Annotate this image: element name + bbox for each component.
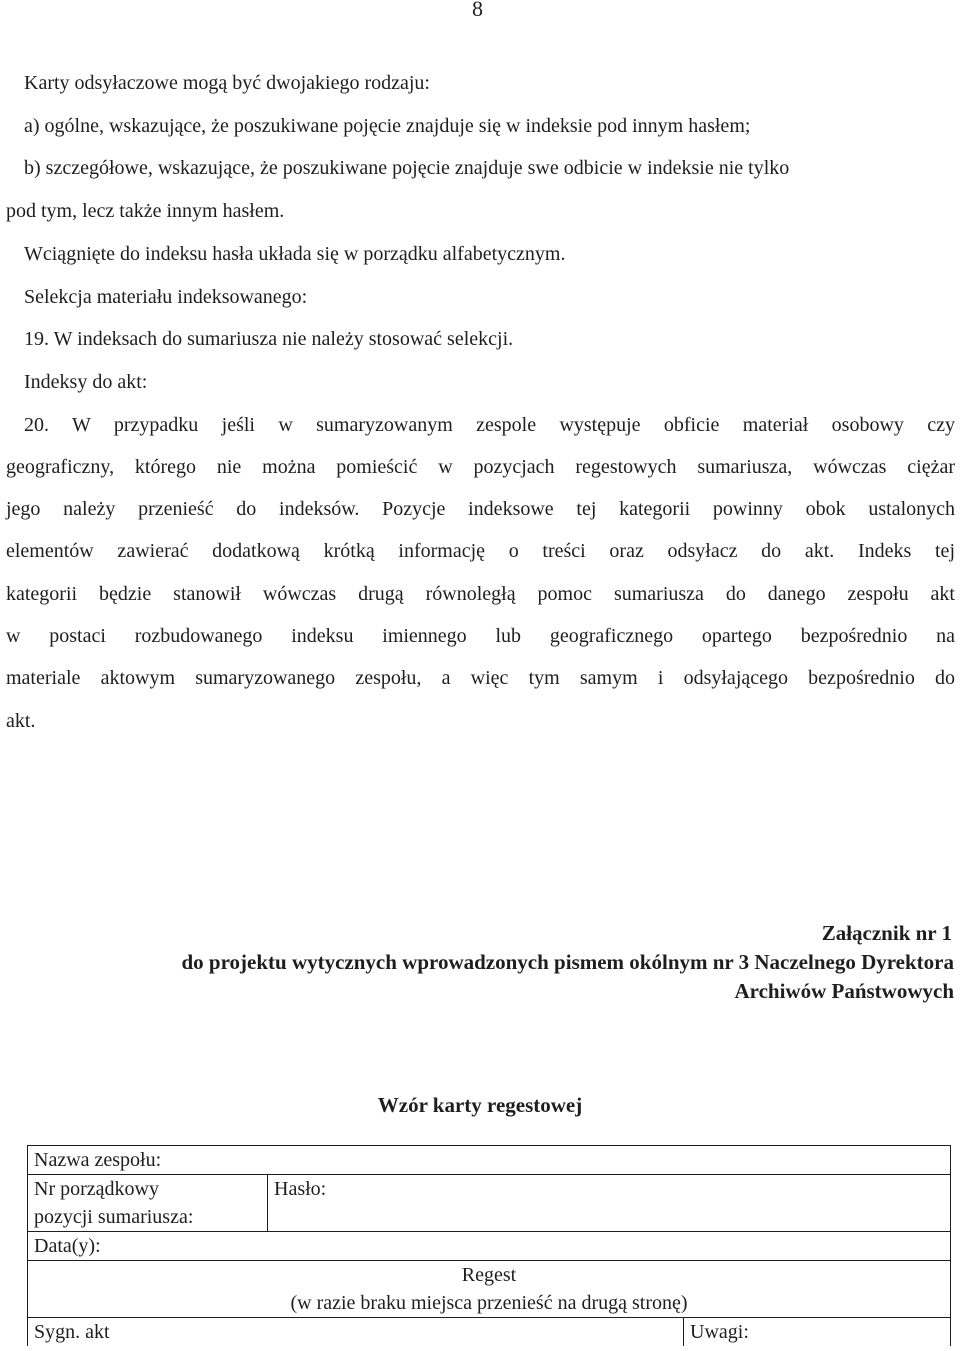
field-regest	[28, 1261, 951, 1318]
text-line: 19. W indeksach do sumariusza nie należy stosować selekcji.	[24, 328, 514, 350]
text-line: pod tym, lecz także innym hasłem.	[6, 200, 285, 222]
form-row-daty	[28, 1232, 951, 1261]
card-title: Wzór karty regestowej	[377, 1093, 583, 1117]
field-label: Nazwa zespołu:	[34, 1149, 162, 1171]
form-row-regest	[28, 1261, 951, 1318]
field-label: Hasło:	[274, 1178, 327, 1200]
field-uwagi	[684, 1318, 951, 1347]
field-daty	[28, 1232, 951, 1261]
field-nr-porzadkowy	[28, 1175, 268, 1232]
paragraph-line: 20. W przypadku jeśli w sumaryzowanym zespole występuje obficie materiał osobowy czy	[24, 414, 955, 436]
paragraph-line: materiale aktowym sumaryzowanego zespołu, a więc tym samym i odsyłającego bezpośrednio do	[6, 667, 955, 689]
paragraph-line: akt.	[6, 710, 36, 732]
annex-title: Załącznik nr 1	[821, 921, 952, 945]
field-label: Nr porządkowy	[34, 1178, 159, 1200]
field-haslo	[268, 1175, 951, 1232]
paragraph-line: elementów zawierać dodatkową krótką informację o treści oraz odsyłacz do akt. Indeks tej	[6, 540, 955, 562]
register-card-form	[27, 1145, 951, 1346]
form-row-nr	[28, 1175, 951, 1232]
field-label: pozycji sumariusza:	[34, 1206, 194, 1228]
text-line: Wciągnięte do indeksu hasła układa się w porządku alfabetycznym.	[24, 243, 566, 265]
paragraph-line: jego należy przenieść do indeksów. Pozycje indeksowe tej kategorii powinny obok ustalonych	[6, 498, 955, 520]
text-line: Indeksy do akt:	[24, 371, 148, 393]
field-nazwa-zespolu	[28, 1146, 951, 1175]
text-line: Karty odsyłaczowe mogą być dwojakiego rodzaju:	[24, 72, 430, 94]
field-label: Uwagi:	[690, 1321, 749, 1343]
page-number: 8	[472, 0, 483, 21]
paragraph-line: w postaci rozbudowanego indeksu imiennego lub geograficznego opartego bezpośrednio na	[6, 625, 955, 647]
field-label: Regest	[461, 1264, 517, 1286]
field-label: Data(y):	[34, 1235, 101, 1257]
field-label: Sygn. akt	[34, 1321, 110, 1343]
form-row-nazwa	[28, 1146, 951, 1175]
annex-subtitle: Archiwów Państwowych	[734, 979, 954, 1003]
paragraph-line: kategorii będzie stanowił wówczas drugą równoległą pomoc sumariusza do danego zespołu akt	[6, 583, 955, 605]
text-line: Selekcja materiału indeksowanego:	[24, 286, 308, 308]
text-line: b) szczegółowe, wskazujące, że poszukiwane pojęcie znajduje swe odbicie w indeksie nie tylko	[24, 157, 790, 179]
field-note: (w razie braku miejsca przenieść na drugą stronę)	[290, 1292, 688, 1314]
field-sygn-akt	[28, 1318, 684, 1347]
form-row-sygn	[28, 1318, 951, 1347]
text-line: a) ogólne, wskazujące, że poszukiwane pojęcie znajduje się w indeksie pod innym hasłem;	[24, 115, 751, 137]
paragraph-line: geograficzny, którego nie można pomieścić w pozycjach regestowych sumariusza, wówczas ciężar	[6, 456, 955, 478]
annex-subtitle: do projektu wytycznych wprowadzonych pismem okólnym nr 3 Naczelnego Dyrektora	[181, 950, 954, 974]
